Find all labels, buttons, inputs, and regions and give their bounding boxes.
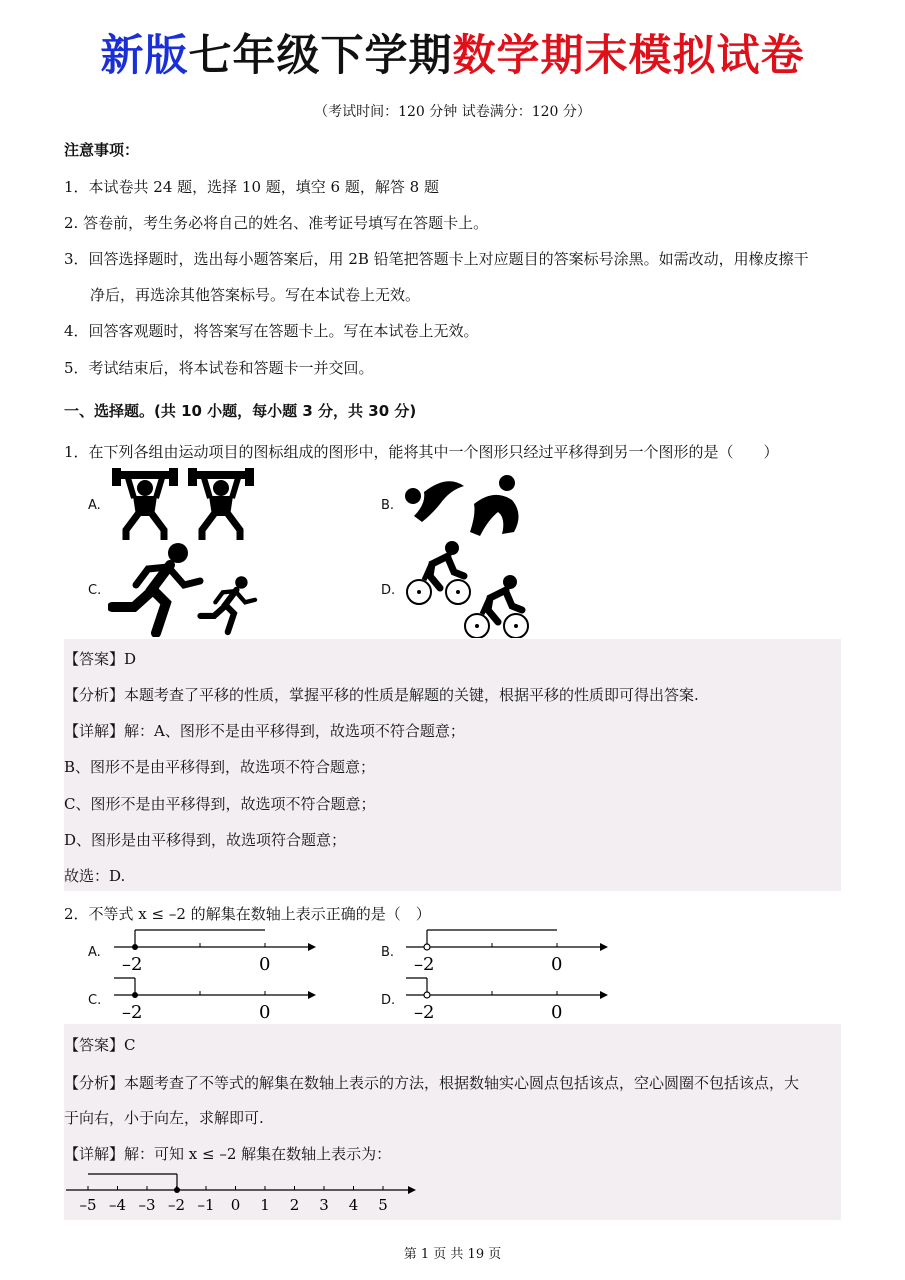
weightlifting-icons — [110, 468, 260, 544]
weightlifter-icon-2 — [188, 468, 254, 540]
axis-label-left: –2 — [122, 1002, 143, 1023]
axis-label-right: 0 — [259, 954, 271, 975]
q1-option-a-label: A. — [88, 498, 101, 513]
tick-label: 0 — [230, 1196, 241, 1214]
note-3: 3．回答选择题时，选出每小题答案后，用 2B 铅笔把答题卡上对应题目的答案标号涂黑。如需改动，用橡皮擦干 — [64, 250, 809, 268]
cyclist-icon-2 — [465, 575, 528, 638]
tick-label: –4 — [108, 1196, 127, 1214]
tick-label: 5 — [378, 1196, 388, 1214]
q2-option-d-number-line — [402, 973, 612, 1023]
gymnastics-icons — [402, 474, 527, 538]
tick-label: 3 — [319, 1196, 329, 1214]
tick-label: –3 — [138, 1196, 156, 1214]
gymnast-icon-1 — [405, 481, 464, 522]
tick-label: –2 — [167, 1196, 186, 1214]
q1-detail-5: 故选：D. — [64, 867, 126, 885]
q2-option-c-number-line — [110, 973, 320, 1023]
q2-answer: 【答案】C — [64, 1036, 136, 1054]
page-title — [0, 22, 905, 83]
cyclist-icon-1 — [407, 541, 470, 604]
q1-detail-3: C、图形不是由平移得到，故选项不符合题意； — [64, 795, 376, 813]
q2-option-b-label: B. — [381, 945, 395, 960]
note-3-cont: 净后，再选涂其他答案标号。写在本试卷上无效。 — [90, 286, 421, 304]
notes-heading: 注意事项： — [64, 141, 140, 159]
question-1-stem: 1．在下列各组由运动项目的图标组成的图形中，能将其中一个图形只经过平移得到另一个图形的是（ ） — [64, 443, 779, 461]
q2-option-a-label: A. — [88, 945, 101, 960]
q1-analysis: 【分析】本题考查了平移的性质，掌握平移的性质是解题的关键，根据平移的性质即可得出答案. — [64, 686, 699, 704]
q2-detail: 【详解】解：可知 x ≤ –2 解集在数轴上表示为： — [64, 1145, 392, 1163]
q1-detail-2: B、图形不是由平移得到，故选项不符合题意； — [64, 758, 376, 776]
q2-option-a-number-line — [110, 925, 320, 975]
axis-label-right: 0 — [259, 1002, 271, 1023]
q2-option-b-number-line — [402, 925, 612, 975]
axis-label-right: 0 — [551, 1002, 563, 1023]
question-2-stem: 2．不等式 x ≤ –2 的解集在数轴上表示正确的是（ ） — [64, 905, 431, 923]
note-4: 4．回答客观题时，将答案写在答题卡上。写在本试卷上无效。 — [64, 322, 479, 340]
tick-label: 1 — [260, 1196, 270, 1214]
q2-analysis-1: 【分析】本题考查了不等式的解集在数轴上表示的方法，根据数轴实心圆点包括该点，空心圆圈不包括该点，大 — [64, 1074, 800, 1092]
axis-label-left: –2 — [414, 954, 435, 975]
section-heading: 一、选择题。(共 10 小题，每小题 3 分，共 30 分) — [64, 402, 417, 420]
tick-label: –1 — [197, 1196, 215, 1214]
q1-detail-4: D、图形是由平移得到，故选项符合题意； — [64, 831, 347, 849]
q2-option-c-label: C. — [88, 993, 102, 1008]
axis-label-right: 0 — [551, 954, 563, 975]
q1-answer: 【答案】D — [64, 650, 137, 668]
tick-label: 4 — [348, 1196, 359, 1214]
runner-icon-2 — [200, 576, 255, 632]
gymnast-icon-2 — [470, 475, 519, 536]
note-1: 1．本试卷共 24 题，选择 10 题，填空 6 题，解答 8 题 — [64, 178, 439, 196]
tick-label: –5 — [79, 1196, 97, 1214]
q1-option-d-label: D. — [381, 583, 396, 598]
q2-option-d-label: D. — [381, 993, 396, 1008]
q1-detail-1: 【详解】解：A、图形不是由平移得到，故选项不符合题意； — [64, 722, 465, 740]
tick-label: 2 — [289, 1196, 300, 1214]
running-icons — [108, 541, 258, 637]
title-part-new: 新版 — [100, 31, 189, 81]
axis-label-left: –2 — [122, 954, 143, 975]
weightlifter-icon-1 — [112, 468, 178, 540]
note-5: 5．考试结束后，将本试卷和答题卡一并交回。 — [64, 359, 374, 377]
page-number: 第 1 页 共 19 页 — [403, 1247, 502, 1262]
cycling-icons — [402, 540, 534, 638]
q1-option-b-label: B. — [381, 498, 395, 513]
exam-info: （考试时间：120 分钟 试卷满分：120 分） — [314, 104, 591, 120]
runner-icon-1 — [112, 543, 200, 633]
title-part-grade: 七年级下学期 — [188, 31, 453, 81]
title-part-exam: 数学期末模拟试卷 — [452, 31, 805, 81]
q2-analysis-2: 于向右，小于向左，求解即可. — [64, 1109, 264, 1127]
axis-label-left: –2 — [414, 1002, 435, 1023]
q1-option-c-label: C. — [88, 583, 102, 598]
note-2: 2. 答卷前，考生务必将自己的姓名、准考证号填写在答题卡上。 — [64, 214, 489, 232]
solution-number-line — [64, 1168, 424, 1216]
